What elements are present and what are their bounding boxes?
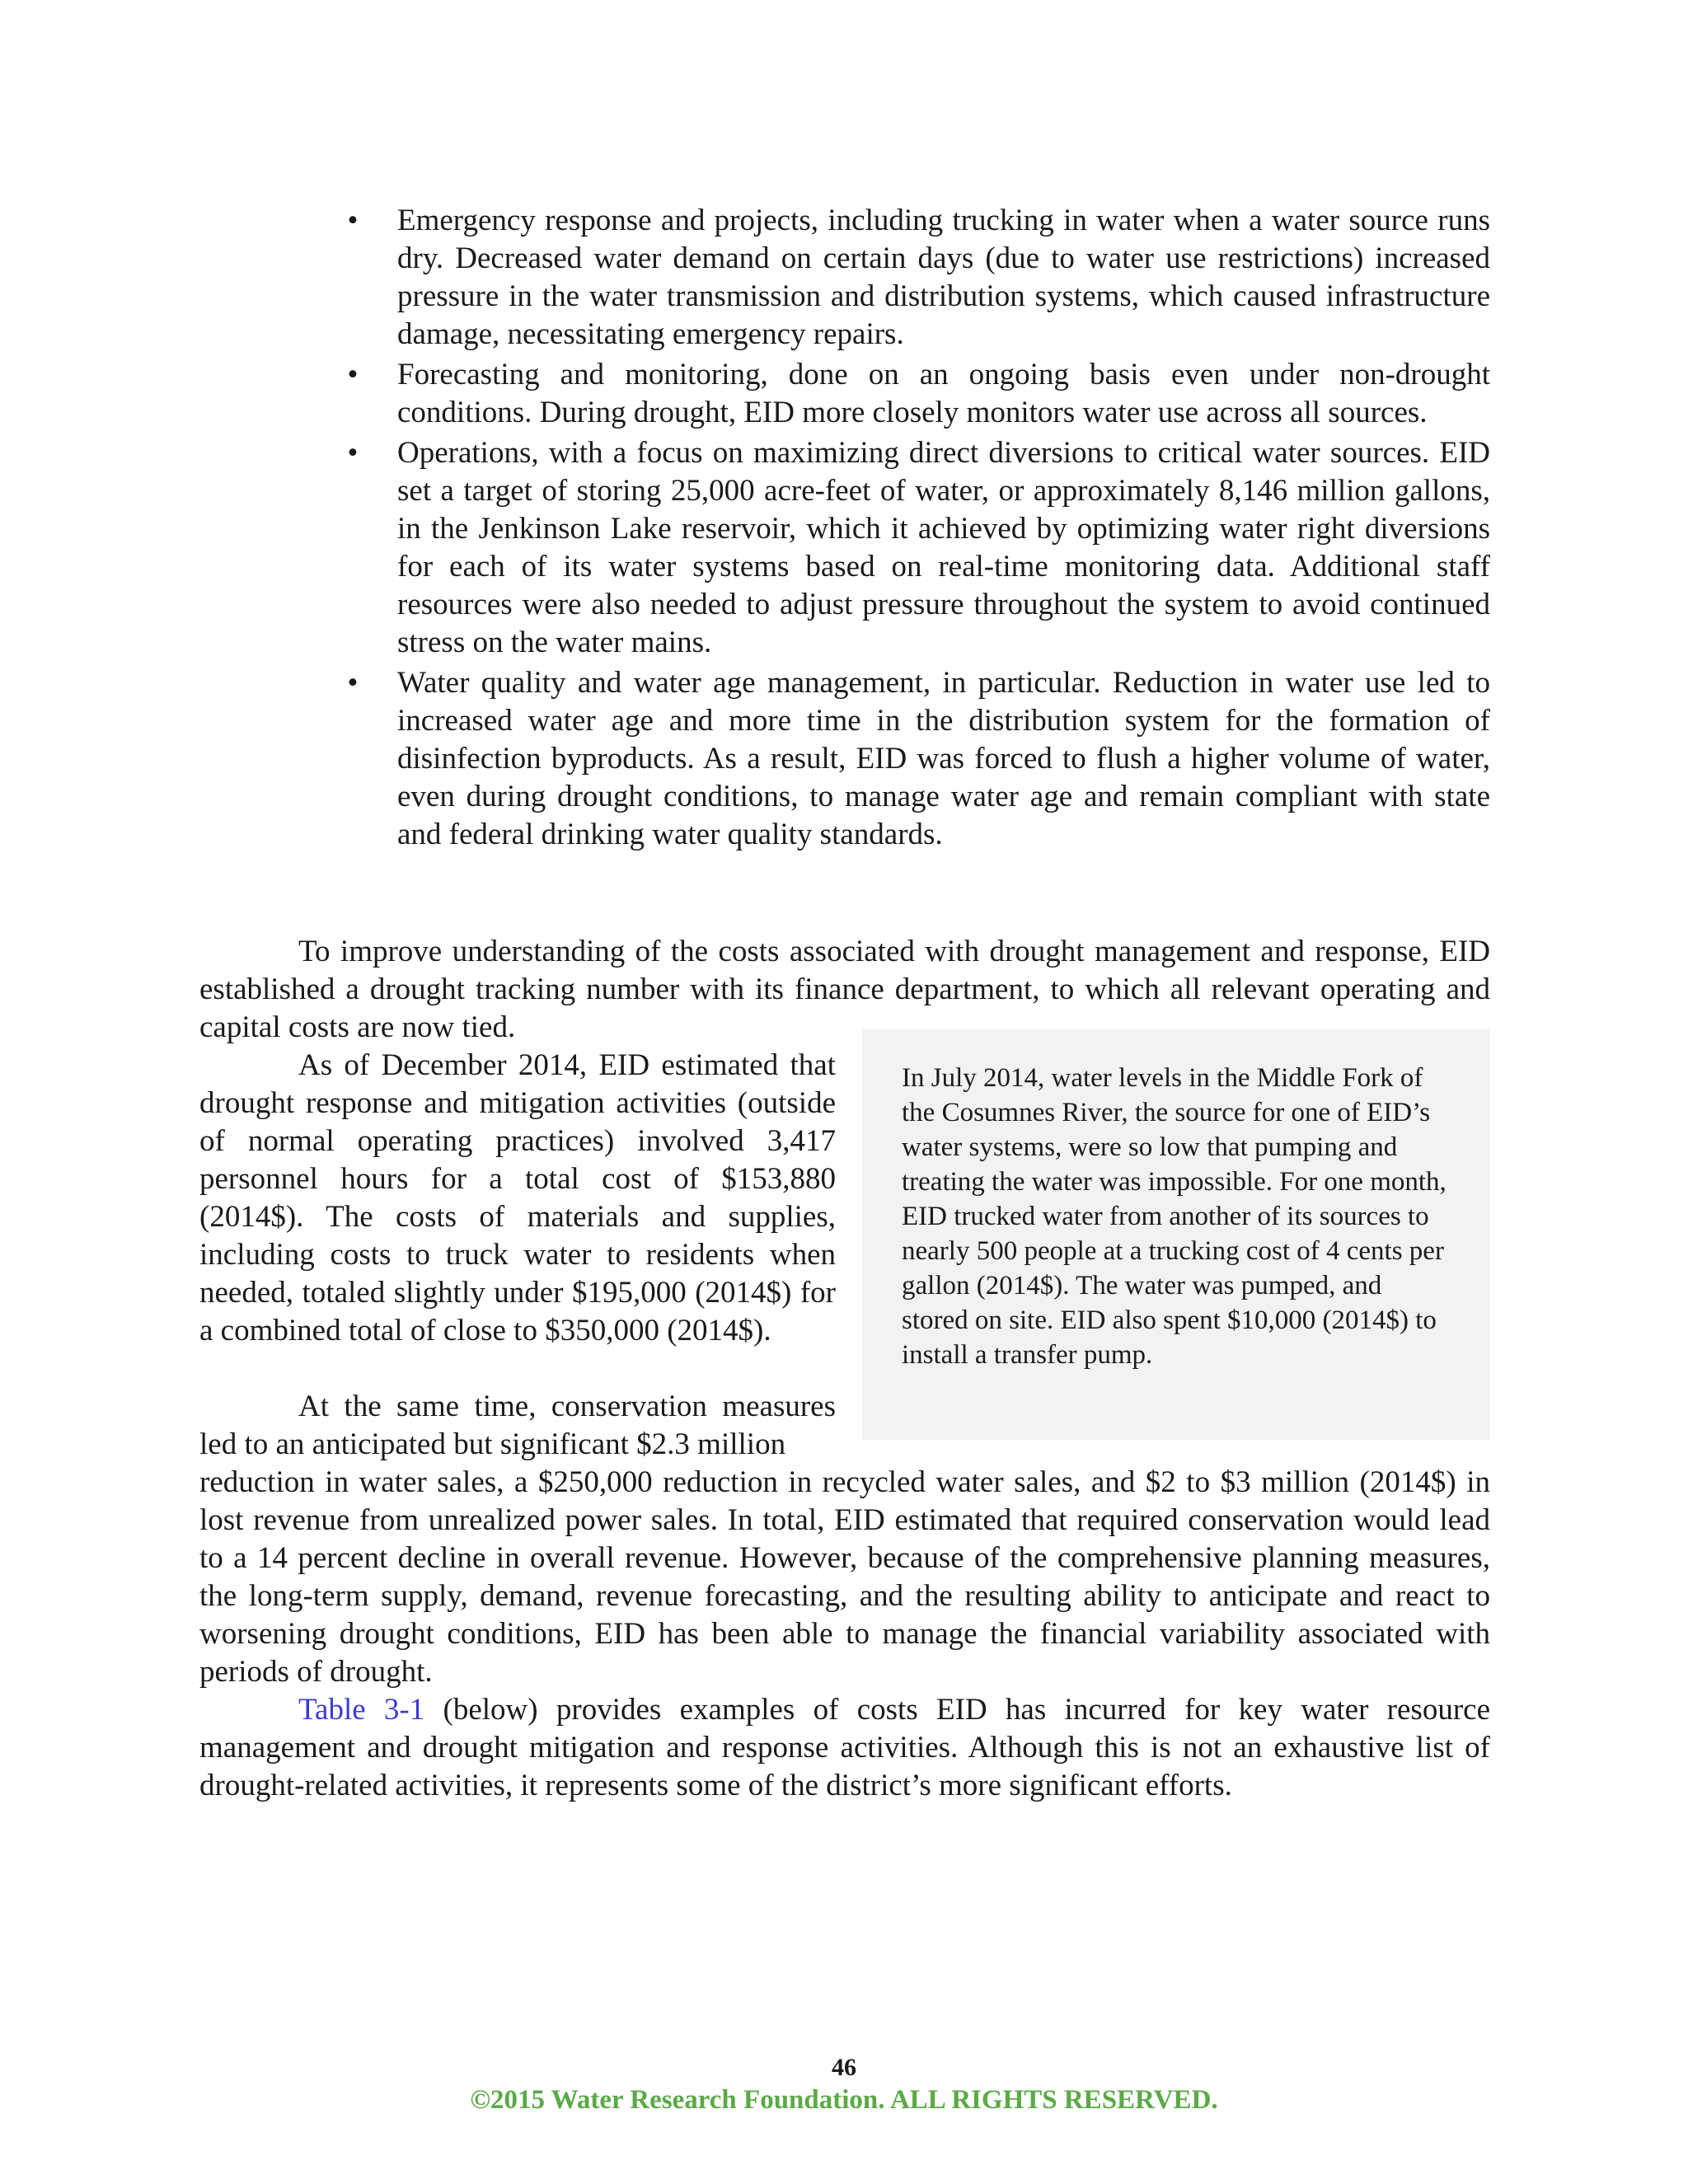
sidebar-text: In July 2014, water levels in the Middle Fork of the Cosumnes River, the source for one of EID’s water systems, were so low that pumping and treating the water was impossible. For one month, EID trucked water from another of its sources to nearly 500 people at a trucking cost of 4 cents per gallon (2014$). The water was pumped, and stored on site. EID also spent $10,000 (2014$) to install a transfer pump. <box>902 1063 1447 1370</box>
paragraph-december-estimate: As of December 2014, EID estimated that drought response and mitigation activities (outside of normal operating practices) involved 3,417 personnel hours for a total cost of $153,880 (2014$). The costs of materials and supplies, including costs to truck water to residents when needed, totaled slightly under $195,000 (2014$) for a combined total of close to $350,000 (2014$). <box>199 1048 836 1347</box>
bullet-icon: • <box>347 666 359 700</box>
paragraph-conservation-rest: reduction in water sales, a $250,000 reduction in recycled water sales, and $2 to $3 million (2014$) in lost revenue from unrealized power sales. In total, EID estimated that required conservation would lead to a 14 percent decline in overall revenue. However, because of the comprehensive planning measures, the long-term supply, demand, revenue forecasting, and the resulting ability to anticipate and react to worsening drought conditions, EID has been able to manage the financial variability associated with periods of drought. <box>199 1465 1490 1689</box>
bullet-item <box>345 664 1490 854</box>
bullet-item <box>345 434 1490 662</box>
table-reference-text: (below) provides examples of costs EID has incurred for key water resource management and drought mitigation and response activities. Although this is not an exhaustive list of drought-related activities, it represents some of the district’s more significant efforts. <box>199 1693 1490 1802</box>
bullet-list <box>345 202 1490 856</box>
page-number: 46 <box>832 2054 856 2081</box>
table-3-1-link[interactable]: Table 3-1 <box>298 1693 425 1727</box>
paragraph-cost-tracking: To improve understanding of the costs associated with drought management and response, EID established a drought tracking number with its finance department, to which all relevant operating and capital costs are now tied. <box>199 935 1490 1044</box>
bullet-text: Operations, with a focus on maximizing direct diversions to critical water sources. EID set a target of storing 25,000 acre-feet of water, or approximately 8,146 million gallons, in the Jenkinson Lake reservoir, which it achieved by optimizing water right diversions for each of its water systems based on real-time monitoring data. Additional staff resources were also needed to adjust pressure throughout the system to avoid continued stress on the water mains. <box>397 436 1490 659</box>
bullet-item <box>345 356 1490 432</box>
bullet-text: Forecasting and monitoring, done on an ongoing basis even under non-drought conditions. During drought, EID more closely monitors water use across all sources. <box>397 358 1490 429</box>
bullet-text: Emergency response and projects, including trucking in water when a water source runs dry. Decreased water demand on certain days (due to water use restrictions) increased pressure in the water transmission and distribution systems, which caused infrastructure damage, necessitating emergency repairs. <box>397 204 1490 351</box>
bullet-icon: • <box>347 436 359 470</box>
copyright-notice: ©2015 Water Research Foundation. ALL RIGHTS RESERVED. <box>470 2085 1218 2115</box>
paragraph-table-reference <box>199 1691 1490 1805</box>
bullet-icon: • <box>347 204 359 237</box>
bullet-text: Water quality and water age management, in particular. Reduction in water use led to increased water age and more time in the distribution system for the formation of disinfection byproducts. As a result, EID was forced to flush a higher volume of water, even during drought conditions, to manage water age and remain compliant with state and federal drinking water quality standards. <box>397 666 1490 851</box>
bullet-icon: • <box>347 358 359 391</box>
paragraph-conservation-start: At the same time, conservation measures led to an anticipated but significant $2.3 million <box>199 1390 836 1461</box>
sidebar-callout <box>862 1029 1490 1440</box>
bullet-item <box>345 202 1490 354</box>
